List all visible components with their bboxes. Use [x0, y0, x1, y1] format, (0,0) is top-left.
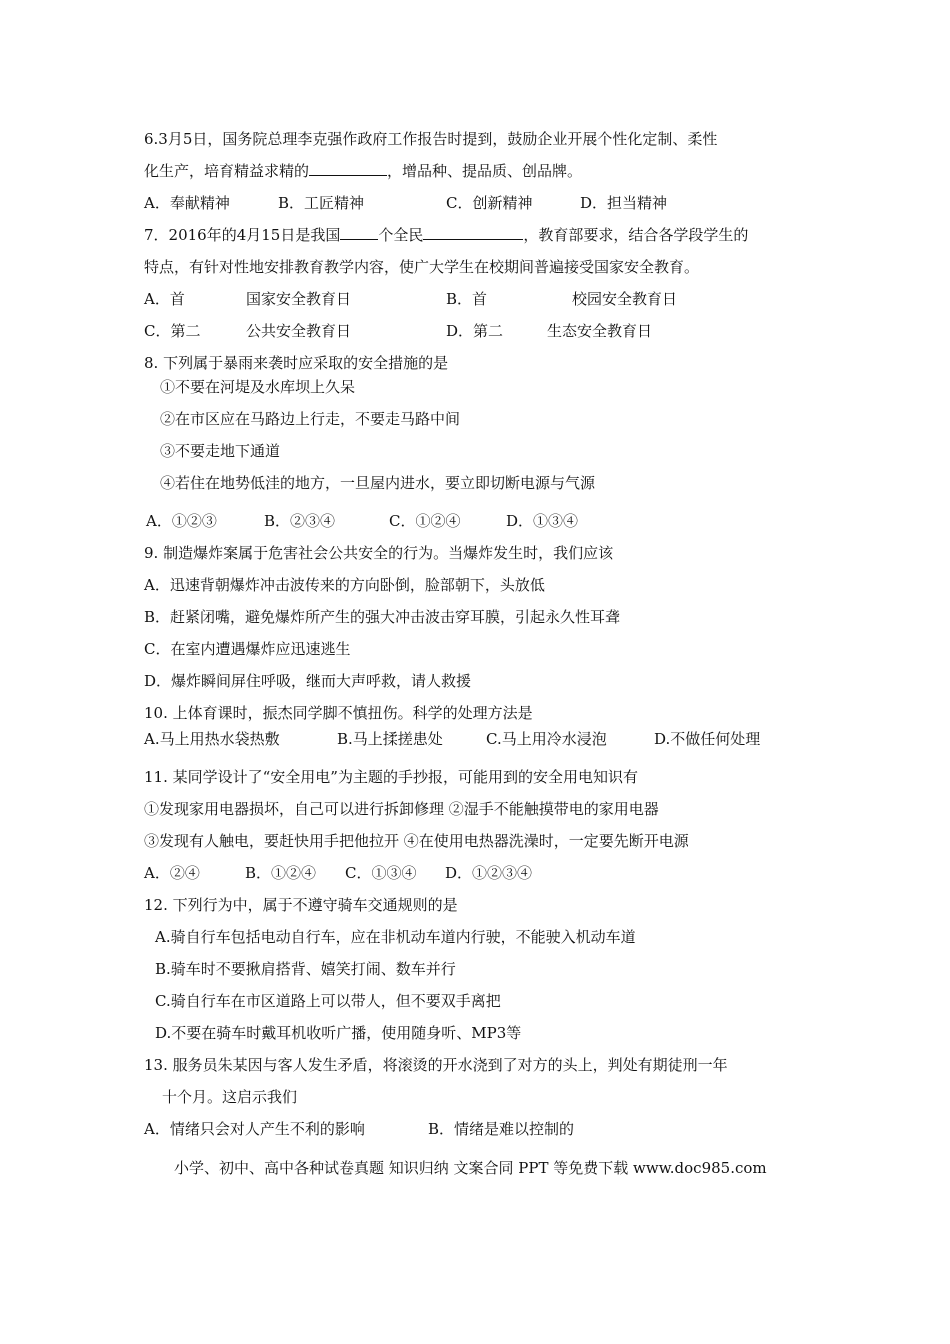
- q7-answer-blank-1: [340, 225, 378, 240]
- q9-stem: 9. 制造爆炸案属于危害社会公共安全的行为。当爆炸发生时，我们应该: [144, 544, 614, 562]
- q7-option-c-letter: C．第二: [144, 322, 201, 340]
- q11-items-line1: ①发现家用电器损坏，自己可以进行拆卸修理 ②湿手不能触摸带电的家用电器: [144, 800, 659, 818]
- q8-item-2: ②在市区应在马路边上行走，不要走马路中间: [160, 410, 461, 428]
- q9-option-c: C．在室内遭遇爆炸应迅速逃生: [144, 640, 351, 658]
- q9-option-d: D．爆炸瞬间屏住呼吸，继而大声呼救，请人救援: [144, 672, 472, 690]
- q12-option-d: D.不要在骑车时戴耳机收听广播，使用随身听、MP3等: [155, 1024, 522, 1042]
- q6-option-d: D．担当精神: [580, 194, 668, 212]
- q8-option-c: C．①②④: [389, 512, 461, 530]
- q8-option-a: A．①②③: [146, 512, 217, 530]
- q7-option-c-text: 公共安全教育日: [246, 322, 352, 340]
- q6-stem-line2-pre: 化生产，培育精益求精的: [144, 162, 310, 180]
- q12-option-b: B.骑车时不要揪肩搭背、嬉笑打闹、数车并行: [155, 960, 456, 978]
- q7-option-b-letter: B．首: [446, 290, 488, 308]
- q13-stem-line1: 13. 服务员朱某因与客人发生矛盾，将滚烫的开水浇到了对方的头上，判处有期徒刑一年: [144, 1056, 728, 1074]
- q7-stem-part3: ，教育部要求，结合各学段学生的: [523, 226, 749, 244]
- q6-stem-line2-post: ，增品种、提品质、创品牌。: [387, 162, 583, 180]
- q8-stem: 8. 下列属于暴雨来袭时应采取的安全措施的是: [144, 354, 449, 372]
- q7-option-b-text: 校园安全教育日: [572, 290, 678, 308]
- q8-item-1: ①不要在河堤及水库坝上久呆: [160, 378, 356, 396]
- q11-option-b: B．①②④: [245, 864, 317, 882]
- q13-stem-line2: 十个月。这启示我们: [162, 1088, 298, 1106]
- q6-stem-line1: 6.3月5日，国务院总理李克强作政府工作报告时提到，鼓励企业开展个性化定制、柔性: [144, 130, 718, 148]
- q6-option-c: C．创新精神: [446, 194, 533, 212]
- q11-items-line2: ③发现有人触电，要赶快用手把他拉开 ④在使用电热器洗澡时，一定要先断开电源: [144, 832, 689, 850]
- q9-option-a: A．迅速背朝爆炸冲击波传来的方向卧倒，脸部朝下，头放低: [144, 576, 545, 594]
- q7-answer-blank-2: [423, 225, 523, 240]
- q6-option-a: A．奉献精神: [144, 194, 230, 212]
- q11-stem: 11. 某同学设计了“安全用电”为主题的手抄报，可能用到的安全用电知识有: [144, 768, 638, 786]
- q12-option-c: C.骑自行车在市区道路上可以带人，但不要双手离把: [155, 992, 501, 1010]
- q7-stem-line1: [144, 225, 748, 245]
- q12-option-a: A.骑自行车包括电动自行车，应在非机动车道内行驶，不能驶入机动车道: [155, 928, 636, 946]
- q9-option-b: B．赶紧闭嘴，避免爆炸所产生的强大冲击波击穿耳膜，引起永久性耳聋: [144, 608, 621, 626]
- q11-option-a: A．②④: [144, 864, 200, 882]
- q6-stem-line2: [144, 161, 582, 181]
- q7-option-d-letter: D．第二: [446, 322, 504, 340]
- q11-option-c: C．①③④: [345, 864, 417, 882]
- q10-option-d: D.不做任何处理: [654, 730, 761, 748]
- q10-option-c: C.马上用冷水浸泡: [486, 730, 607, 748]
- q10-option-b: B.马上揉搓患处: [337, 730, 443, 748]
- q10-option-a: A.马上用热水袋热敷: [144, 730, 280, 748]
- q7-option-a-letter: A．首: [144, 290, 185, 308]
- q11-option-d: D．①②③④: [445, 864, 533, 882]
- q8-option-b: B．②③④: [264, 512, 336, 530]
- page-footer: 小学、初中、高中各种试卷真题 知识归纳 文案合同 PPT 等免费下载 www.doc985.com: [174, 1159, 767, 1177]
- q8-item-4: ④若住在地势低洼的地方，一旦屋内进水，要立即切断电源与气源: [160, 474, 596, 492]
- q6-option-b: B．工匠精神: [278, 194, 365, 212]
- q7-option-d-text: 生态安全教育日: [547, 322, 653, 340]
- q12-stem: 12. 下列行为中，属于不遵守骑车交通规则的是: [144, 896, 458, 914]
- q6-answer-blank: [309, 161, 387, 176]
- q7-option-a-text: 国家安全教育日: [246, 290, 352, 308]
- q8-item-3: ③不要走地下通道: [160, 442, 281, 460]
- q10-stem: 10. 上体育课时，振杰同学脚不慎扭伤。科学的处理方法是: [144, 704, 533, 722]
- q8-option-d: D．①③④: [506, 512, 579, 530]
- q13-option-b: B．情绪是难以控制的: [428, 1120, 575, 1138]
- q13-option-a: A．情绪只会对人产生不利的影响: [144, 1120, 365, 1138]
- q7-stem-part2: 个全民: [378, 226, 424, 244]
- q7-stem-line2: 特点，有针对性地安排教育教学内容，使广大学生在校期间普遍接受国家安全教育。: [144, 258, 700, 276]
- q7-stem-part1: 7．2016年的4月15日是我国: [144, 226, 341, 244]
